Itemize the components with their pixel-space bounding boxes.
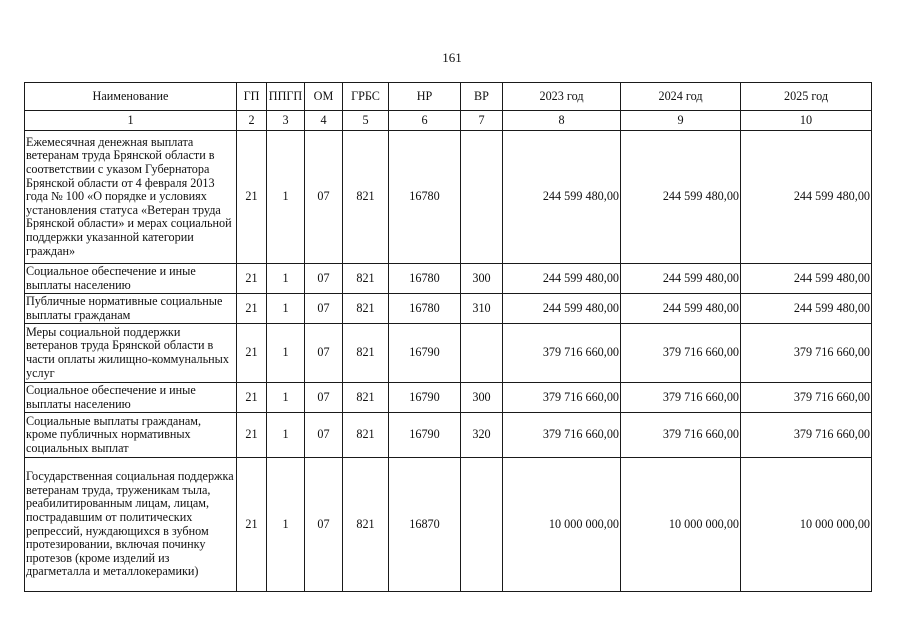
- row-amount-2025: 244 599 480,00: [741, 264, 872, 294]
- row-amount-2024: 379 716 660,00: [621, 383, 741, 413]
- table-row: [25, 294, 872, 324]
- column-index: 5: [343, 111, 389, 131]
- row-gp: 21: [237, 131, 267, 264]
- row-ppgp: 1: [267, 458, 305, 592]
- row-gp: 21: [237, 383, 267, 413]
- column-index: 8: [503, 111, 621, 131]
- row-grbs: 821: [343, 458, 389, 592]
- row-grbs: 821: [343, 383, 389, 413]
- row-amount-2025: 10 000 000,00: [741, 458, 872, 592]
- row-om: 07: [305, 294, 343, 324]
- column-header-2024: 2024 год: [621, 83, 741, 111]
- table-row: [25, 131, 872, 264]
- row-vr: 300: [461, 383, 503, 413]
- row-name: Публичные нормативные социальные выплаты гражданам: [25, 294, 237, 324]
- row-amount-2024: 10 000 000,00: [621, 458, 741, 592]
- row-vr: [461, 458, 503, 592]
- row-amount-2023: 379 716 660,00: [503, 324, 621, 383]
- column-header-name: Наименование: [25, 83, 237, 111]
- row-vr: 300: [461, 264, 503, 294]
- row-gp: 21: [237, 294, 267, 324]
- row-gp: 21: [237, 324, 267, 383]
- column-header-2025: 2025 год: [741, 83, 872, 111]
- row-vr: [461, 324, 503, 383]
- column-header-ppgp: ППГП: [267, 83, 305, 111]
- row-amount-2023: 10 000 000,00: [503, 458, 621, 592]
- column-header-2023: 2023 год: [503, 83, 621, 111]
- row-gp: 21: [237, 413, 267, 458]
- row-name: Ежемесячная денежная выплата ветеранам труда Брянской области в соответствии с указом Губернатора Брянской области от 4 февраля 2013 года № 100 «О порядке и условиях установления статуса «Ветеран труда Брянской области» и мерах социальной поддержки указанной категории граждан»: [25, 131, 237, 264]
- row-om: 07: [305, 413, 343, 458]
- row-grbs: 821: [343, 131, 389, 264]
- row-ppgp: 1: [267, 131, 305, 264]
- row-name: Социальное обеспечение и иные выплаты населению: [25, 383, 237, 413]
- row-nr: 16790: [389, 324, 461, 383]
- column-index-row: [25, 111, 872, 131]
- row-amount-2024: 379 716 660,00: [621, 413, 741, 458]
- column-index: 1: [25, 111, 237, 131]
- row-amount-2023: 244 599 480,00: [503, 264, 621, 294]
- row-om: 07: [305, 264, 343, 294]
- column-header-gp: ГП: [237, 83, 267, 111]
- row-gp: 21: [237, 264, 267, 294]
- table-row: [25, 324, 872, 383]
- table-row: [25, 264, 872, 294]
- row-amount-2024: 379 716 660,00: [621, 324, 741, 383]
- row-nr: 16870: [389, 458, 461, 592]
- row-grbs: 821: [343, 324, 389, 383]
- column-header-grbs: ГРБС: [343, 83, 389, 111]
- column-index: 4: [305, 111, 343, 131]
- row-ppgp: 1: [267, 324, 305, 383]
- row-ppgp: 1: [267, 383, 305, 413]
- row-name: Меры социальной поддержки ветеранов труда Брянской области в части оплаты жилищно-коммунальных услуг: [25, 324, 237, 383]
- column-index: 3: [267, 111, 305, 131]
- row-grbs: 821: [343, 264, 389, 294]
- row-gp: 21: [237, 458, 267, 592]
- row-name: Социальное обеспечение и иные выплаты населению: [25, 264, 237, 294]
- column-index: 7: [461, 111, 503, 131]
- row-amount-2023: 244 599 480,00: [503, 131, 621, 264]
- column-index: 10: [741, 111, 872, 131]
- row-om: 07: [305, 458, 343, 592]
- row-ppgp: 1: [267, 413, 305, 458]
- column-header-vr: ВР: [461, 83, 503, 111]
- row-om: 07: [305, 324, 343, 383]
- row-om: 07: [305, 131, 343, 264]
- budget-table: [24, 82, 872, 592]
- row-amount-2023: 379 716 660,00: [503, 383, 621, 413]
- column-index: 2: [237, 111, 267, 131]
- column-index: 9: [621, 111, 741, 131]
- row-amount-2025: 379 716 660,00: [741, 324, 872, 383]
- row-vr: [461, 131, 503, 264]
- column-header-nr: НР: [389, 83, 461, 111]
- row-amount-2023: 379 716 660,00: [503, 413, 621, 458]
- row-name: Социальные выплаты гражданам, кроме публичных нормативных социальных выплат: [25, 413, 237, 458]
- row-nr: 16790: [389, 413, 461, 458]
- table-row: [25, 413, 872, 458]
- row-amount-2024: 244 599 480,00: [621, 131, 741, 264]
- column-index: 6: [389, 111, 461, 131]
- row-amount-2024: 244 599 480,00: [621, 264, 741, 294]
- row-ppgp: 1: [267, 294, 305, 324]
- header-row: [25, 83, 872, 111]
- row-nr: 16780: [389, 131, 461, 264]
- row-amount-2023: 244 599 480,00: [503, 294, 621, 324]
- row-amount-2025: 244 599 480,00: [741, 131, 872, 264]
- row-name: Государственная социальная поддержка ветеранам труда, труженикам тыла, реабилитированным лицам, лицам, пострадавшим от политических репрессий, нуждающихся в зубном протезировании, включая починку протезов (кроме изделий из драгметалла и металлокерамики): [25, 458, 237, 592]
- column-header-om: ОМ: [305, 83, 343, 111]
- row-grbs: 821: [343, 413, 389, 458]
- table-row: [25, 383, 872, 413]
- table-row: [25, 458, 872, 592]
- row-nr: 16780: [389, 294, 461, 324]
- page-number: 161: [442, 50, 462, 65]
- row-vr: 310: [461, 294, 503, 324]
- row-amount-2025: 379 716 660,00: [741, 413, 872, 458]
- row-amount-2025: 244 599 480,00: [741, 294, 872, 324]
- row-amount-2025: 379 716 660,00: [741, 383, 872, 413]
- row-nr: 16790: [389, 383, 461, 413]
- row-nr: 16780: [389, 264, 461, 294]
- row-vr: 320: [461, 413, 503, 458]
- row-ppgp: 1: [267, 264, 305, 294]
- row-om: 07: [305, 383, 343, 413]
- row-amount-2024: 244 599 480,00: [621, 294, 741, 324]
- row-grbs: 821: [343, 294, 389, 324]
